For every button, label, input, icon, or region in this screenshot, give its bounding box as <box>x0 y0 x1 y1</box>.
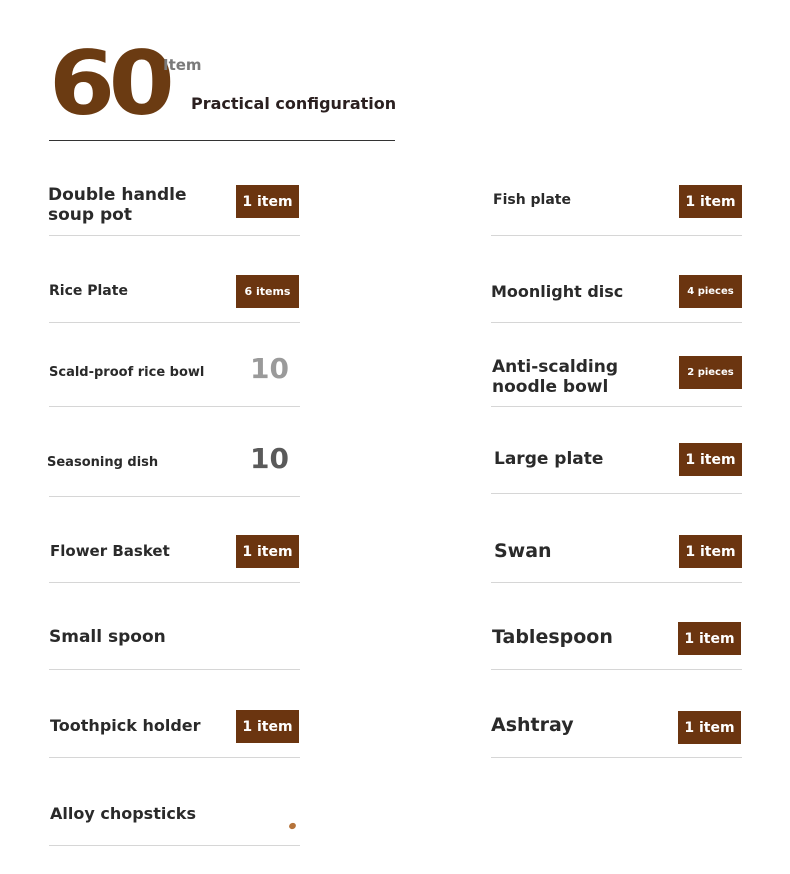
item-divider <box>491 493 742 494</box>
item-name: Scald-proof rice bowl <box>49 365 205 380</box>
item-name-line: soup pot <box>48 205 132 226</box>
quantity-badge: 1 item <box>678 622 741 655</box>
item-name: Moonlight disc <box>491 282 624 301</box>
item-divider <box>49 845 300 846</box>
page-title: Practical configuration <box>191 94 397 113</box>
item-divider <box>491 322 742 323</box>
quantity-badge: 1 item <box>236 535 299 568</box>
quantity-badge: 2 pieces <box>679 356 742 389</box>
item-name: Swan <box>494 540 552 562</box>
quantity-badge: 1 item <box>679 185 742 218</box>
item-divider <box>49 496 300 497</box>
item-divider <box>491 669 742 670</box>
header-divider <box>49 140 395 141</box>
item-name: Fish plate <box>493 192 571 208</box>
item-name: Ashtray <box>491 714 574 736</box>
quantity-number: 10 <box>250 352 289 385</box>
item-name: Seasoning dish <box>47 455 159 470</box>
item-name-line: Double handle <box>48 185 187 205</box>
item-divider <box>491 582 742 583</box>
item-divider <box>49 582 300 583</box>
item-divider <box>491 757 742 758</box>
quantity-number: 10 <box>250 442 289 475</box>
header <box>49 32 397 141</box>
item-divider <box>49 757 300 758</box>
item-divider <box>491 406 742 407</box>
quantity-badge: 1 item <box>679 535 742 568</box>
item-name: Flower Basket <box>50 542 170 560</box>
quantity-badge: 1 item <box>236 185 299 218</box>
quantity-badge: 6 items <box>236 275 299 308</box>
item-divider <box>49 235 300 236</box>
item-name <box>492 357 618 398</box>
quantity-badge: 1 item <box>679 443 742 476</box>
item-name-line: Anti-scalding <box>492 357 619 377</box>
total-count: 60 <box>49 32 169 135</box>
item-name: Rice Plate <box>49 283 128 299</box>
item-name: Alloy chopsticks <box>50 804 196 823</box>
quantity-badge: 1 item <box>236 710 299 743</box>
item-name: Tablespoon <box>492 626 613 648</box>
quantity-badge: 1 item <box>678 711 741 744</box>
item-name: Large plate <box>494 449 604 469</box>
item-divider <box>491 235 742 236</box>
item-divider <box>49 669 300 670</box>
quantity-badge: 4 pieces <box>679 275 742 308</box>
item-divider <box>49 406 300 407</box>
item-divider <box>49 322 300 323</box>
item-name <box>48 185 187 226</box>
decorative-dot <box>288 822 297 830</box>
item-name-line: noodle bowl <box>492 377 609 398</box>
item-name: Small spoon <box>49 627 166 647</box>
total-unit: Item <box>163 56 202 74</box>
item-name: Toothpick holder <box>50 716 201 735</box>
